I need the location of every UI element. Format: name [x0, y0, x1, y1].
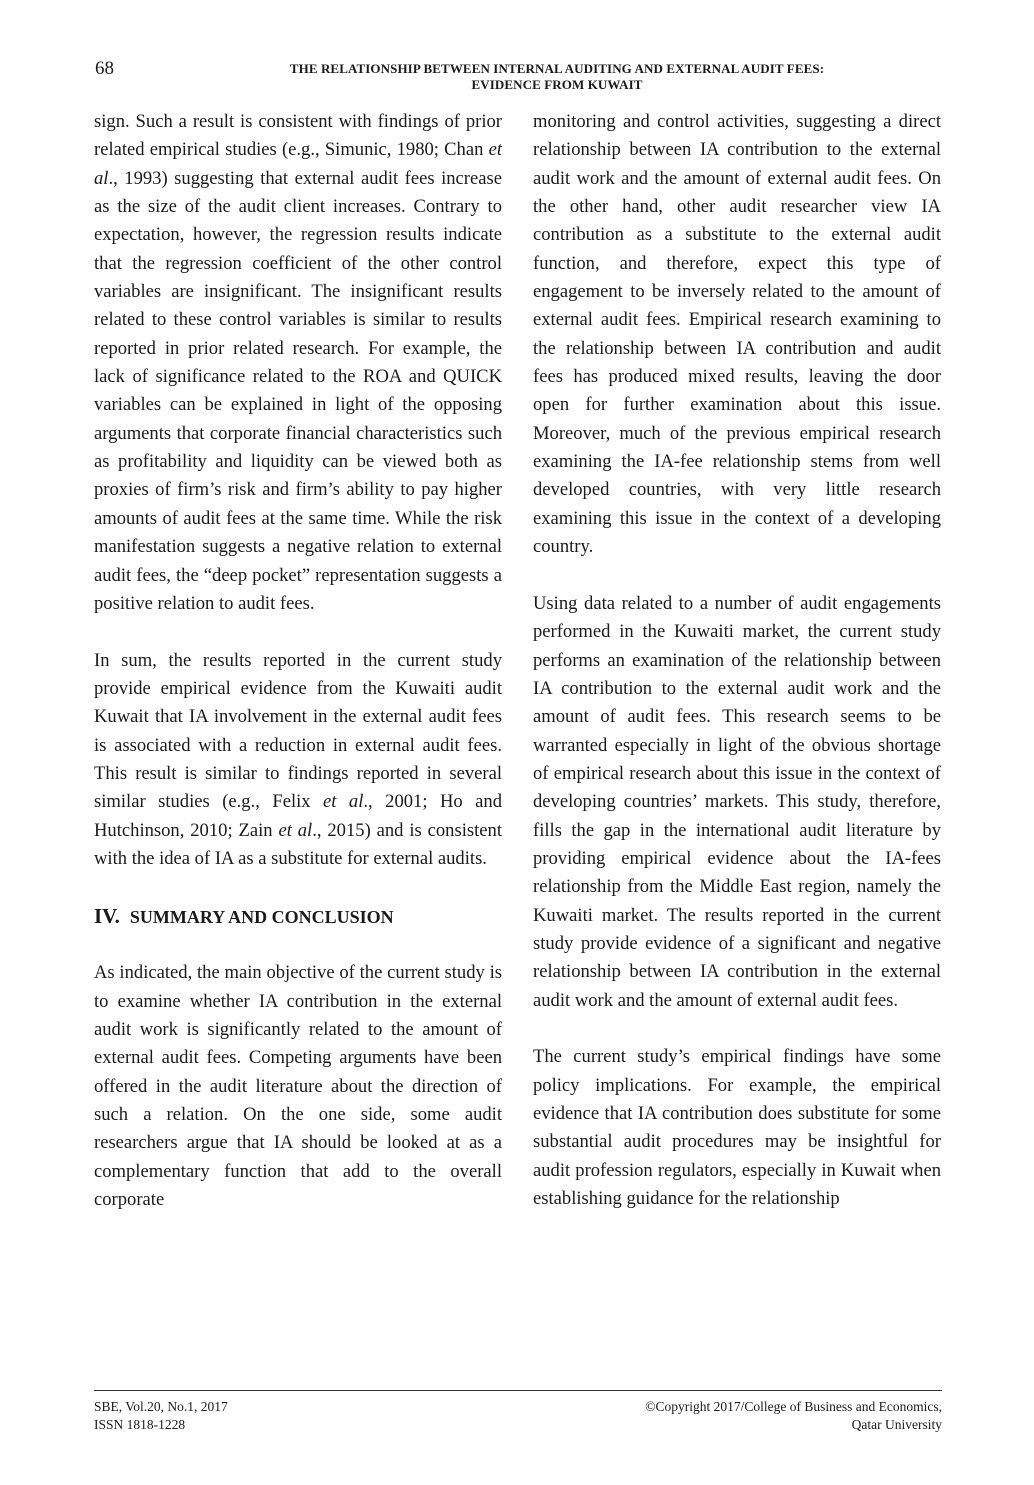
section-heading: [94, 902, 502, 931]
footer-divider: [94, 1390, 942, 1391]
paragraph-monitoring: monitoring and control activities, suggesting a direct relationship between IA contribution to the external audit work and the amount of external audit fees. On the other hand, other audit researcher view IA contribution as a substitute to the external audit function, and therefore, expect this type of engagement to be inversely related to the amount of external audit fees. Empirical research examining to the relationship between IA contribution and audit fees has produced mixed results, leaving the door open for further examination about this issue. Moreover, much of the previous empirical research examining the IA-fee relationship stems from well developed countries, with very little research examining this issue in the context of a developing country.: [533, 111, 941, 558]
running-head-line-2: EVIDENCE FROM KUWAIT: [471, 77, 643, 92]
paragraph-policy-implications: The current study’s empirical findings have some policy implications. For example, the empirical evidence that IA contribution does substitute for some substantial audit procedures may be insightful for audit profession regulators, especially in Kuwait when establishing guidance for the relationship: [533, 1046, 941, 1210]
copyright: ©Copyright 2017/College of Business and Economics,: [645, 1399, 942, 1414]
et-al-italic: et al: [94, 139, 502, 189]
et-al-italic: et al: [323, 791, 364, 813]
running-head: [180, 61, 934, 93]
right-column: [533, 108, 941, 1213]
section-number: IV.: [94, 903, 120, 928]
journal-info: SBE, Vol.20, No.1, 2017: [94, 1399, 228, 1414]
text-run: sign. Such a result is consistent with findings of prior related empirical studies (e.g., Simunic, 1980; Chan: [94, 111, 502, 161]
text-run: ., 1993) suggesting that external audit fees increase as the size of the audit client increases. Contrary to expectation, however, the regression results indicate that the regression coefficient of the other control variables are insignificant. The insignificant results related to these control variables is similar to results reported in prior related research. For example, the lack of significance related to the ROA and QUICK variables can be explained in light of the opposing arguments that corporate financial characteristics such as profitability and liquidity can be viewed both as proxies of firm’s risk and firm’s ability to pay higher amounts of audit fees at the same time. While the risk manifestation suggests a negative relation to external audit fees, the “deep pocket” representation suggests a positive relation to audit fees.: [94, 167, 502, 614]
section-title: SUMMARY AND CONCLUSION: [129, 906, 394, 927]
et-al-italic: et al: [278, 819, 313, 841]
text-run: ., 2001; Ho and Hutchinson, 2010; Zain: [94, 791, 502, 841]
running-head-line-1: THE RELATIONSHIP BETWEEN INTERNAL AUDITING AND EXTERNAL AUDIT FEES:: [289, 61, 825, 76]
paragraph-objective: As indicated, the main objective of the current study is to examine whether IA contribution in the external audit work is significantly related to the amount of external audit fees. Competing arguments have been offered in the audit literature about the direction of such a relation. On the one side, some audit researchers argue that IA should be looked at as a complementary function that add to the overall corporate: [94, 962, 502, 1211]
university: Qatar University: [851, 1417, 942, 1432]
paragraph-using-data: Using data related to a number of audit engagements performed in the Kuwaiti market, the current study performs an examination of the relationship between IA contribution to the external audit work and the amount of audit fees. This research seems to be warranted especially in light of the obvious shortage of empirical research about this issue in the context of developing countries’ markets. This study, therefore, fills the gap in the international audit literature by providing empirical evidence about the IA-fees relationship from the Middle East region, namely the Kuwaiti market. The results reported in the current study provide evidence of a significant and negative relationship between IA contribution in the external audit work and the amount of external audit fees.: [533, 592, 941, 1011]
page-number: 68: [95, 58, 114, 79]
footer-right: [645, 1398, 942, 1434]
paragraph-results-discussion: [94, 108, 502, 618]
left-column: [94, 108, 502, 1214]
text-run: In sum, the results reported in the current study provide empirical evidence from the Kuwaiti audit Kuwait that IA involvement in the external audit fees is associated with a reduction in external audit fees. This result is similar to findings reported in several similar studies (e.g., Felix: [94, 649, 502, 813]
issn: ISSN 1818-1228: [94, 1417, 186, 1432]
paragraph-in-sum: [94, 647, 502, 874]
text-run: ., 2015) and is consistent with the idea of IA as a substitute for external audits.: [94, 819, 502, 869]
footer-left: [94, 1398, 228, 1434]
